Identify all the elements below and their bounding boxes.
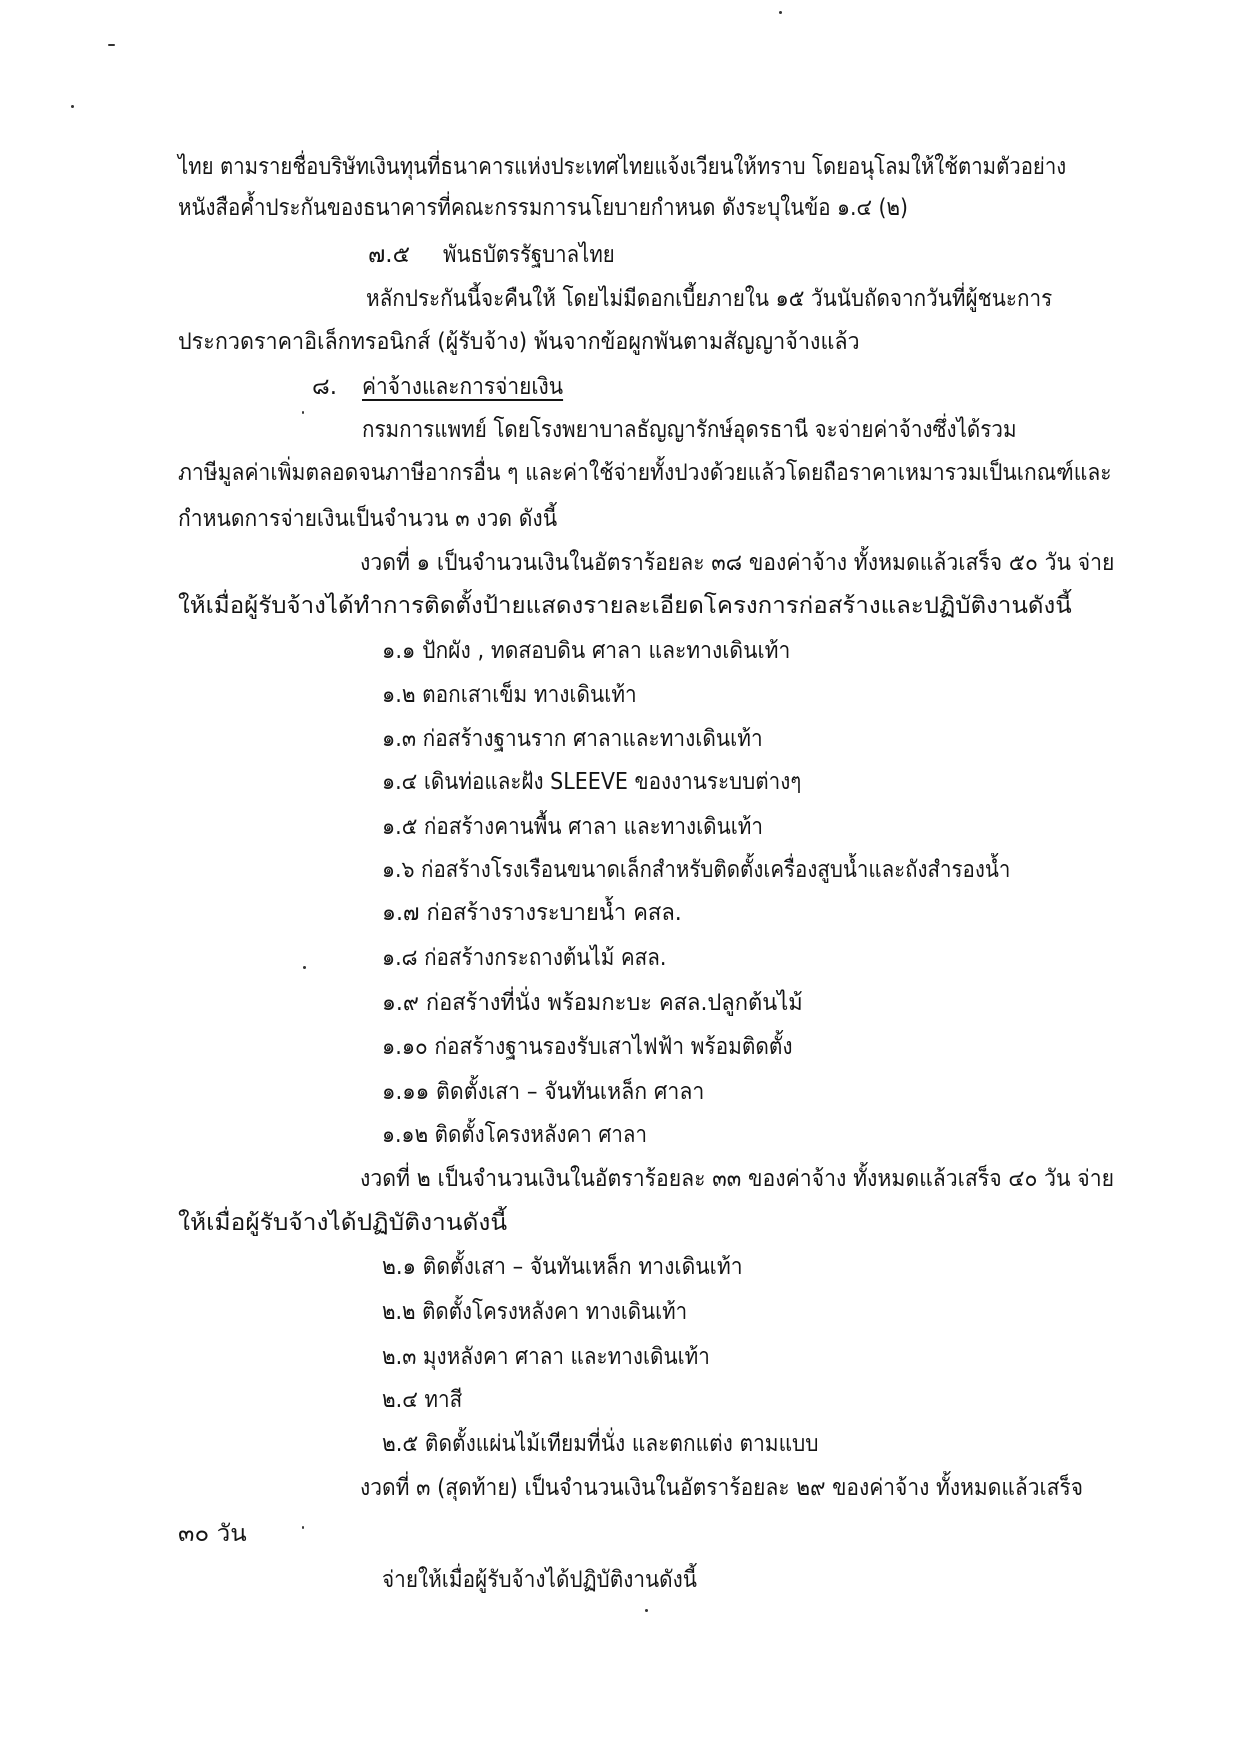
list-item: ๑.๗ ก่อสร้างรางระบายน้ำ คสล. <box>382 900 682 926</box>
body-text-line: ไทย ตามรายชื่อบริษัทเงินทุนที่ธนาคารแห่งประเทศไทยแจ้งเวียนให้ทราบ โดยอนุโลมให้ใช้ตามตัวอย่าง <box>178 154 1067 180</box>
body-text-line: ภาษีมูลค่าเพิ่มตลอดจนภาษีอากรอื่น ๆ และค่าใช้จ่ายทั้งปวงด้วยแล้วโดยถือราคาเหมารวมเป็นเกณฑ์และ <box>178 460 1112 486</box>
body-text-line: ประกวดราคาอิเล็กทรอนิกส์ (ผู้รับจ้าง) พ้นจากข้อผูกพันตามสัญญาจ้างแล้ว <box>178 329 860 355</box>
body-text-line: กรมการแพทย์ โดยโรงพยาบาลธัญญารักษ์อุดรธานี จะจ่ายค่าจ้างซึ่งได้รวม <box>362 417 1017 443</box>
body-text-line: หนังสือค้ำประกันของธนาคารที่คณะกรรมการนโยบายกำหนด ดังระบุในข้อ ๑.๔ (๒) <box>178 195 909 221</box>
list-item: ๑.๑ ปักผัง , ทดสอบดิน ศาลา และทางเดินเท้า <box>382 638 791 664</box>
list-item: ๒.๑ ติดตั้งเสา – จันทันเหล็ก ทางเดินเท้า <box>382 1254 743 1280</box>
clause-text: พันธบัตรรัฐบาลไทย <box>443 242 615 268</box>
list-item: ๑.๑๐ ก่อสร้างฐานรองรับเสาไฟฟ้า พร้อมติดตั้ง <box>382 1034 793 1060</box>
list-item: ๒.๒ ติดตั้งโครงหลังคา ทางเดินเท้า <box>382 1299 688 1325</box>
body-text-line: หลักประกันนี้จะคืนให้ โดยไม่มีดอกเบี้ยภายใน ๑๕ วันนับถัดจากวันที่ผู้ชนะการ <box>366 286 1053 312</box>
list-item: ๑.๑๑ ติดตั้งเสา – จันทันเหล็ก ศาลา <box>382 1079 705 1105</box>
scan-speck <box>302 411 304 414</box>
list-item: ๑.๕ ก่อสร้างคานพื้น ศาลา และทางเดินเท้า <box>382 814 764 840</box>
list-item: ๒.๕ ติดตั้งแผ่นไม้เทียมที่นั่ง และตกแต่ง ตามแบบ <box>382 1431 819 1457</box>
scan-speck <box>302 1526 304 1529</box>
scan-speck <box>303 966 306 969</box>
list-item: ๒.๔ ทาสี <box>382 1387 463 1413</box>
list-item: ๑.๑๒ ติดตั้งโครงหลังคา ศาลา <box>382 1122 647 1148</box>
installment-intro-line: งวดที่ ๒ เป็นจำนวนเงินในอัตราร้อยละ ๓๓ ของค่าจ้าง ทั้งหมดแล้วเสร็จ ๔๐ วัน จ่าย <box>360 1166 1115 1192</box>
list-item: ๑.๘ ก่อสร้างกระถางต้นไม้ คสล. <box>382 945 667 971</box>
list-item: ๑.๙ ก่อสร้างที่นั่ง พร้อมกะบะ คสล.ปลูกต้นไม้ <box>382 990 803 1016</box>
list-item: ๑.๖ ก่อสร้างโรงเรือนขนาดเล็กสำหรับติดตั้งเครื่องสูบน้ำและถังสำรองน้ำ <box>382 857 1011 883</box>
list-item: ๑.๔ เดินท่อและฝัง SLEEVE ของงานระบบต่างๆ <box>382 769 802 795</box>
installment-intro-line: ให้เมื่อผู้รับจ้างได้ทำการติดตั้งป้ายแสดงรายละเอียดโครงการก่อสร้างและปฏิบัติงานดังนี้ <box>178 593 1072 619</box>
body-text-line: กำหนดการจ่ายเงินเป็นจำนวน ๓ งวด ดังนี้ <box>178 506 558 532</box>
installment-intro-line: งวดที่ ๑ เป็นจำนวนเงินในอัตราร้อยละ ๓๘ ของค่าจ้าง ทั้งหมดแล้วเสร็จ ๕๐ วัน จ่าย <box>360 550 1115 576</box>
list-item: ๑.๓ ก่อสร้างฐานราก ศาลาและทางเดินเท้า <box>382 726 763 752</box>
installment-intro-line: ให้เมื่อผู้รับจ้างได้ปฏิบัติงานดังนี้ <box>178 1210 508 1236</box>
scan-speck <box>779 11 782 14</box>
section-number: ๘. <box>312 374 338 400</box>
installment-intro-line: งวดที่ ๓ (สุดท้าย) เป็นจำนวนเงินในอัตราร้อยละ ๒๙ ของค่าจ้าง ทั้งหมดแล้วเสร็จ <box>360 1475 1084 1501</box>
list-item: ๑.๒ ตอกเสาเข็ม ทางเดินเท้า <box>382 682 637 708</box>
scan-speck <box>71 105 74 108</box>
scan-speck <box>645 1609 648 1612</box>
payment-line: จ่ายให้เมื่อผู้รับจ้างได้ปฏิบัติงานดังนี้ <box>382 1567 698 1593</box>
clause-number: ๗.๕ <box>368 242 411 268</box>
duration-text: ๓๐ วัน <box>178 1521 247 1547</box>
section-title: ค่าจ้างและการจ่ายเงิน <box>362 374 564 400</box>
list-item: ๒.๓ มุงหลังคา ศาลา และทางเดินเท้า <box>382 1344 710 1370</box>
scan-speck <box>108 44 115 46</box>
